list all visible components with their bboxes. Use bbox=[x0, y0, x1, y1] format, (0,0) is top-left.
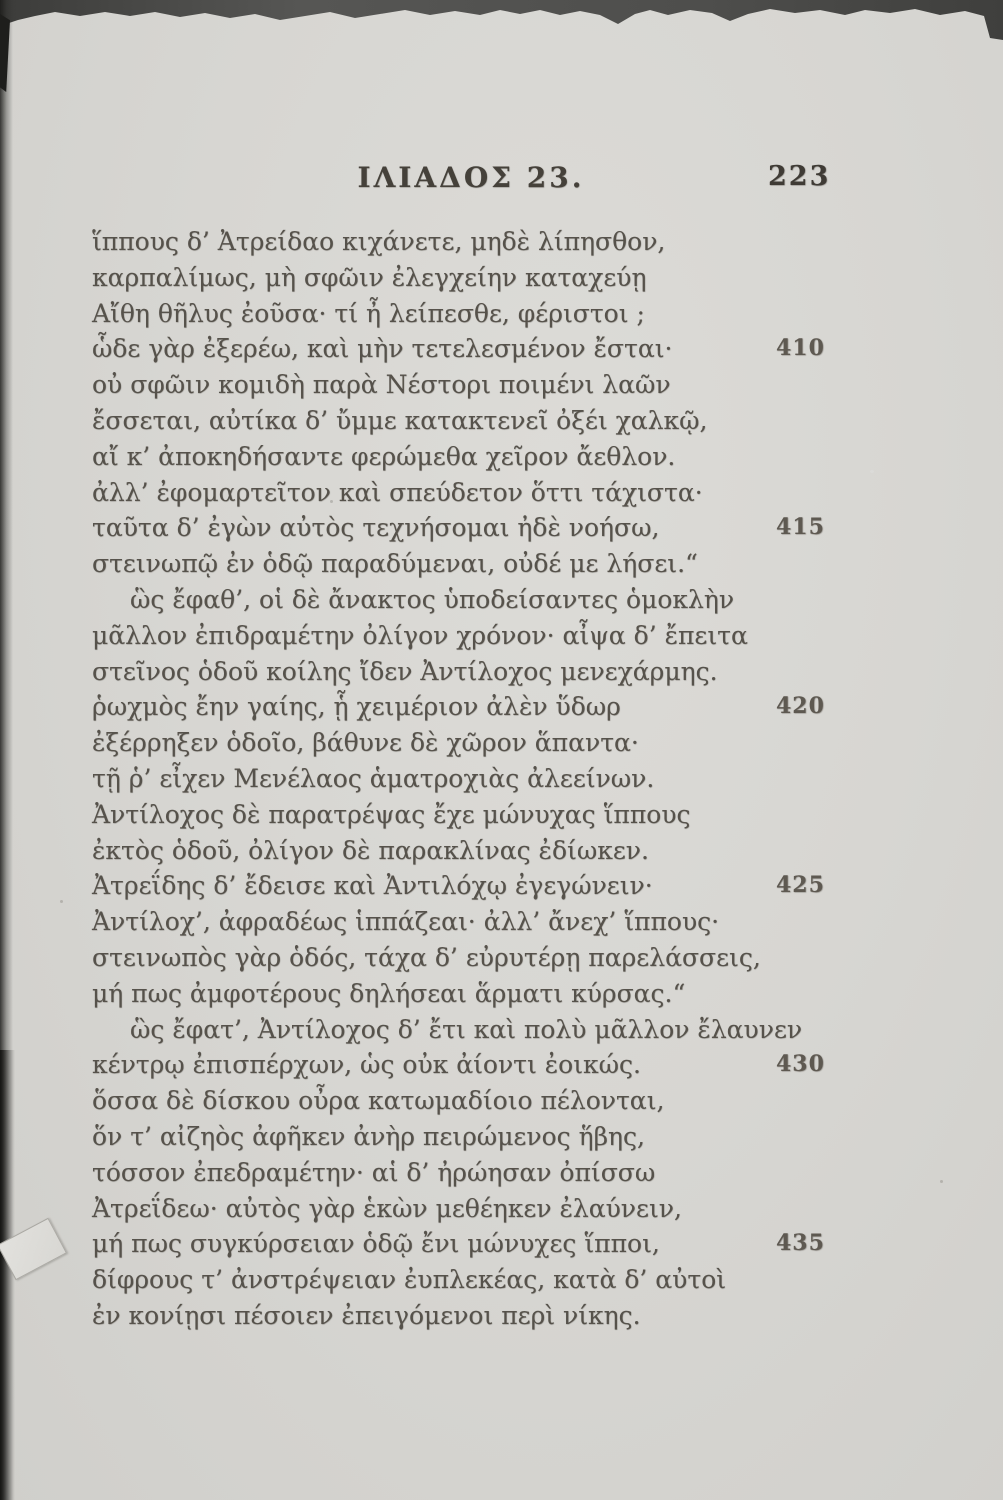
verse-line bbox=[92, 689, 892, 725]
verse-line bbox=[92, 940, 892, 976]
verse-line bbox=[92, 224, 892, 260]
verse-text: στεῖνος ὁδοῦ κοίλης ἴδεν Ἀντίλοχος μενεχάρμης. bbox=[92, 656, 718, 686]
verse-text: στεινωπὸς γὰρ ὁδός, τάχα δ’ εὐρυτέρῃ παρελάσσεις, bbox=[92, 942, 761, 972]
verse-text: ἐξέρρηξεν ὁδοῖο, βάθυνε δὲ χῶρον ἅπαντα· bbox=[92, 728, 639, 758]
verse-line bbox=[92, 618, 892, 654]
verse-line bbox=[92, 367, 892, 403]
verse-text: Ἀντίλοχ’, ἀφραδέως ἱππάζεαι· ἀλλ’ ἄνεχ’ ἵππους· bbox=[92, 907, 720, 937]
verse-text: ὅν τ’ αἰζηὸς ἀφῆκεν ἀνὴρ πειρώμενος ἥβης, bbox=[92, 1121, 645, 1151]
verse-text: οὐ σφῶιν κομιδὴ παρὰ Νέστορι ποιμένι λαῶν bbox=[92, 370, 671, 400]
verse-text: στεινωπῷ ἐν ὁδῷ παραδύμεναι, οὐδέ με λήσει.“ bbox=[92, 549, 698, 579]
margin-line-number: 435 bbox=[776, 1230, 825, 1257]
verse-line bbox=[92, 868, 892, 904]
verse-text: ἐκτὸς ὁδοῦ, ὀλίγον δὲ παρακλίνας ἐδίωκεν. bbox=[92, 835, 649, 865]
verse-text: ὣς ἔφατ’, Ἀντίλοχος δ’ ἔτι καὶ πολὺ μᾶλλον ἔλαυνεν bbox=[130, 1014, 803, 1044]
verse-line bbox=[92, 833, 892, 869]
verse-text: ὧδε γὰρ ἐξερέω, καὶ μὴν τετελεσμένον ἔσται· bbox=[92, 334, 673, 364]
margin-line-number: 415 bbox=[776, 514, 825, 541]
verse-text: ταῦτα δ’ ἐγὼν αὐτὸς τεχνήσομαι ἠδὲ νοήσω, bbox=[92, 513, 660, 543]
verse-line bbox=[92, 475, 892, 511]
verse-line bbox=[92, 1298, 892, 1334]
verse-text: καρπαλίμως, μὴ σφῶιν ἐλεγχείην καταχεύῃ bbox=[92, 262, 647, 292]
margin-line-number: 430 bbox=[776, 1051, 825, 1078]
verse-line bbox=[92, 976, 892, 1012]
verse-line bbox=[92, 725, 892, 761]
margin-line-number: 410 bbox=[776, 335, 825, 362]
torn-paper-edge bbox=[0, 0, 1003, 46]
page-number: 223 bbox=[768, 161, 831, 192]
verse-text: ἀλλ’ ἐφομαρτεῖτον καὶ σπεύδετον ὅττι τάχιστα· bbox=[92, 477, 703, 507]
verse-text: ἐν κονίῃσι πέσοιεν ἐπειγόμενοι περὶ νίκης. bbox=[92, 1300, 641, 1330]
verse-text: μή πως ἀμφοτέρους δηλήσεαι ἅρματι κύρσας.“ bbox=[92, 978, 686, 1008]
verse-text: κέντρῳ ἐπισπέρχων, ὡς οὐκ ἀίοντι ἐοικώς. bbox=[92, 1050, 641, 1080]
foxing-speckle bbox=[940, 1180, 943, 1183]
verse-line bbox=[92, 1262, 892, 1298]
verse-text: ἵππους δ’ Ἀτρείδαο κιχάνετε, μηδὲ λίπησθον, bbox=[92, 227, 666, 256]
verse-line bbox=[92, 582, 892, 618]
verse-text: μᾶλλον ἐπιδραμέτην ὀλίγον χρόνον· αἶψα δ’ ἔπειτα bbox=[92, 620, 748, 650]
margin-line-number: 420 bbox=[776, 693, 825, 720]
verse-line bbox=[92, 761, 892, 797]
verse-block bbox=[92, 224, 892, 1334]
verse-text: ὣς ἔφαθ’, οἱ δὲ ἄνακτος ὑποδείσαντες ὁμοκλὴν bbox=[130, 584, 735, 614]
verse-line bbox=[92, 654, 892, 690]
verse-text: Ἀτρεΐδεω· αὐτὸς γὰρ ἑκὼν μεθέηκεν ἐλαύνειν, bbox=[92, 1193, 682, 1223]
verse-line bbox=[92, 260, 892, 296]
verse-text: μή πως συγκύρσειαν ὁδῷ ἔνι μώνυχες ἵπποι, bbox=[92, 1229, 660, 1259]
verse-line bbox=[92, 1083, 892, 1119]
verse-line bbox=[92, 403, 892, 439]
foxing-speckle bbox=[60, 900, 63, 903]
verse-line bbox=[92, 510, 892, 546]
margin-line-number: 425 bbox=[776, 872, 825, 899]
verse-text: Ἀτρεΐδης δ’ ἔδεισε καὶ Ἀντιλόχῳ ἐγεγώνειν· bbox=[92, 871, 653, 901]
verse-line bbox=[92, 1191, 892, 1227]
verse-text: δίφρους τ’ ἀνστρέψειαν ἐυπλεκέας, κατὰ δ’ αὐτοὶ bbox=[92, 1265, 727, 1295]
verse-line bbox=[92, 797, 892, 833]
verse-text: τόσσον ἐπεδραμέτην· αἱ δ’ ἠρώησαν ὀπίσσω bbox=[92, 1157, 656, 1187]
verse-text: ἔσσεται, αὐτίκα δ’ ὔμμε κατακτενεῖ ὀξέι χαλκῷ, bbox=[92, 405, 708, 435]
verse-text: Αἴθη θῆλυς ἐοῦσα· τί ἦ λείπεσθε, φέριστοι ; bbox=[92, 298, 645, 328]
running-header-title: ΙΛΙΑΔΟΣ 23. bbox=[357, 161, 585, 194]
verse-line bbox=[92, 1226, 892, 1262]
verse-text: ὅσσα δὲ δίσκου οὖρα κατωμαδίοιο πέλονται, bbox=[92, 1086, 665, 1116]
verse-text: ῥωχμὸς ἔην γαίης, ᾗ χειμέριον ἀλὲν ὕδωρ bbox=[92, 692, 621, 722]
verse-text: τῇ ῥ’ εἶχεν Μενέλαος ἁματροχιὰς ἀλεείνων. bbox=[92, 763, 655, 793]
verse-line bbox=[92, 546, 892, 582]
verse-line bbox=[92, 1119, 892, 1155]
verse-line bbox=[92, 331, 892, 367]
verse-line bbox=[92, 1012, 892, 1048]
verse-text: αἴ κ’ ἀποκηδήσαντε φερώμεθα χεῖρον ἄεθλον. bbox=[92, 441, 676, 471]
verse-text: Ἀντίλοχος δὲ παρατρέψας ἔχε μώνυχας ἵππους bbox=[92, 799, 691, 829]
verse-line bbox=[92, 904, 892, 940]
verse-line bbox=[92, 1155, 892, 1191]
verse-line bbox=[92, 439, 892, 475]
verse-line bbox=[92, 296, 892, 332]
verse-line bbox=[92, 1047, 892, 1083]
